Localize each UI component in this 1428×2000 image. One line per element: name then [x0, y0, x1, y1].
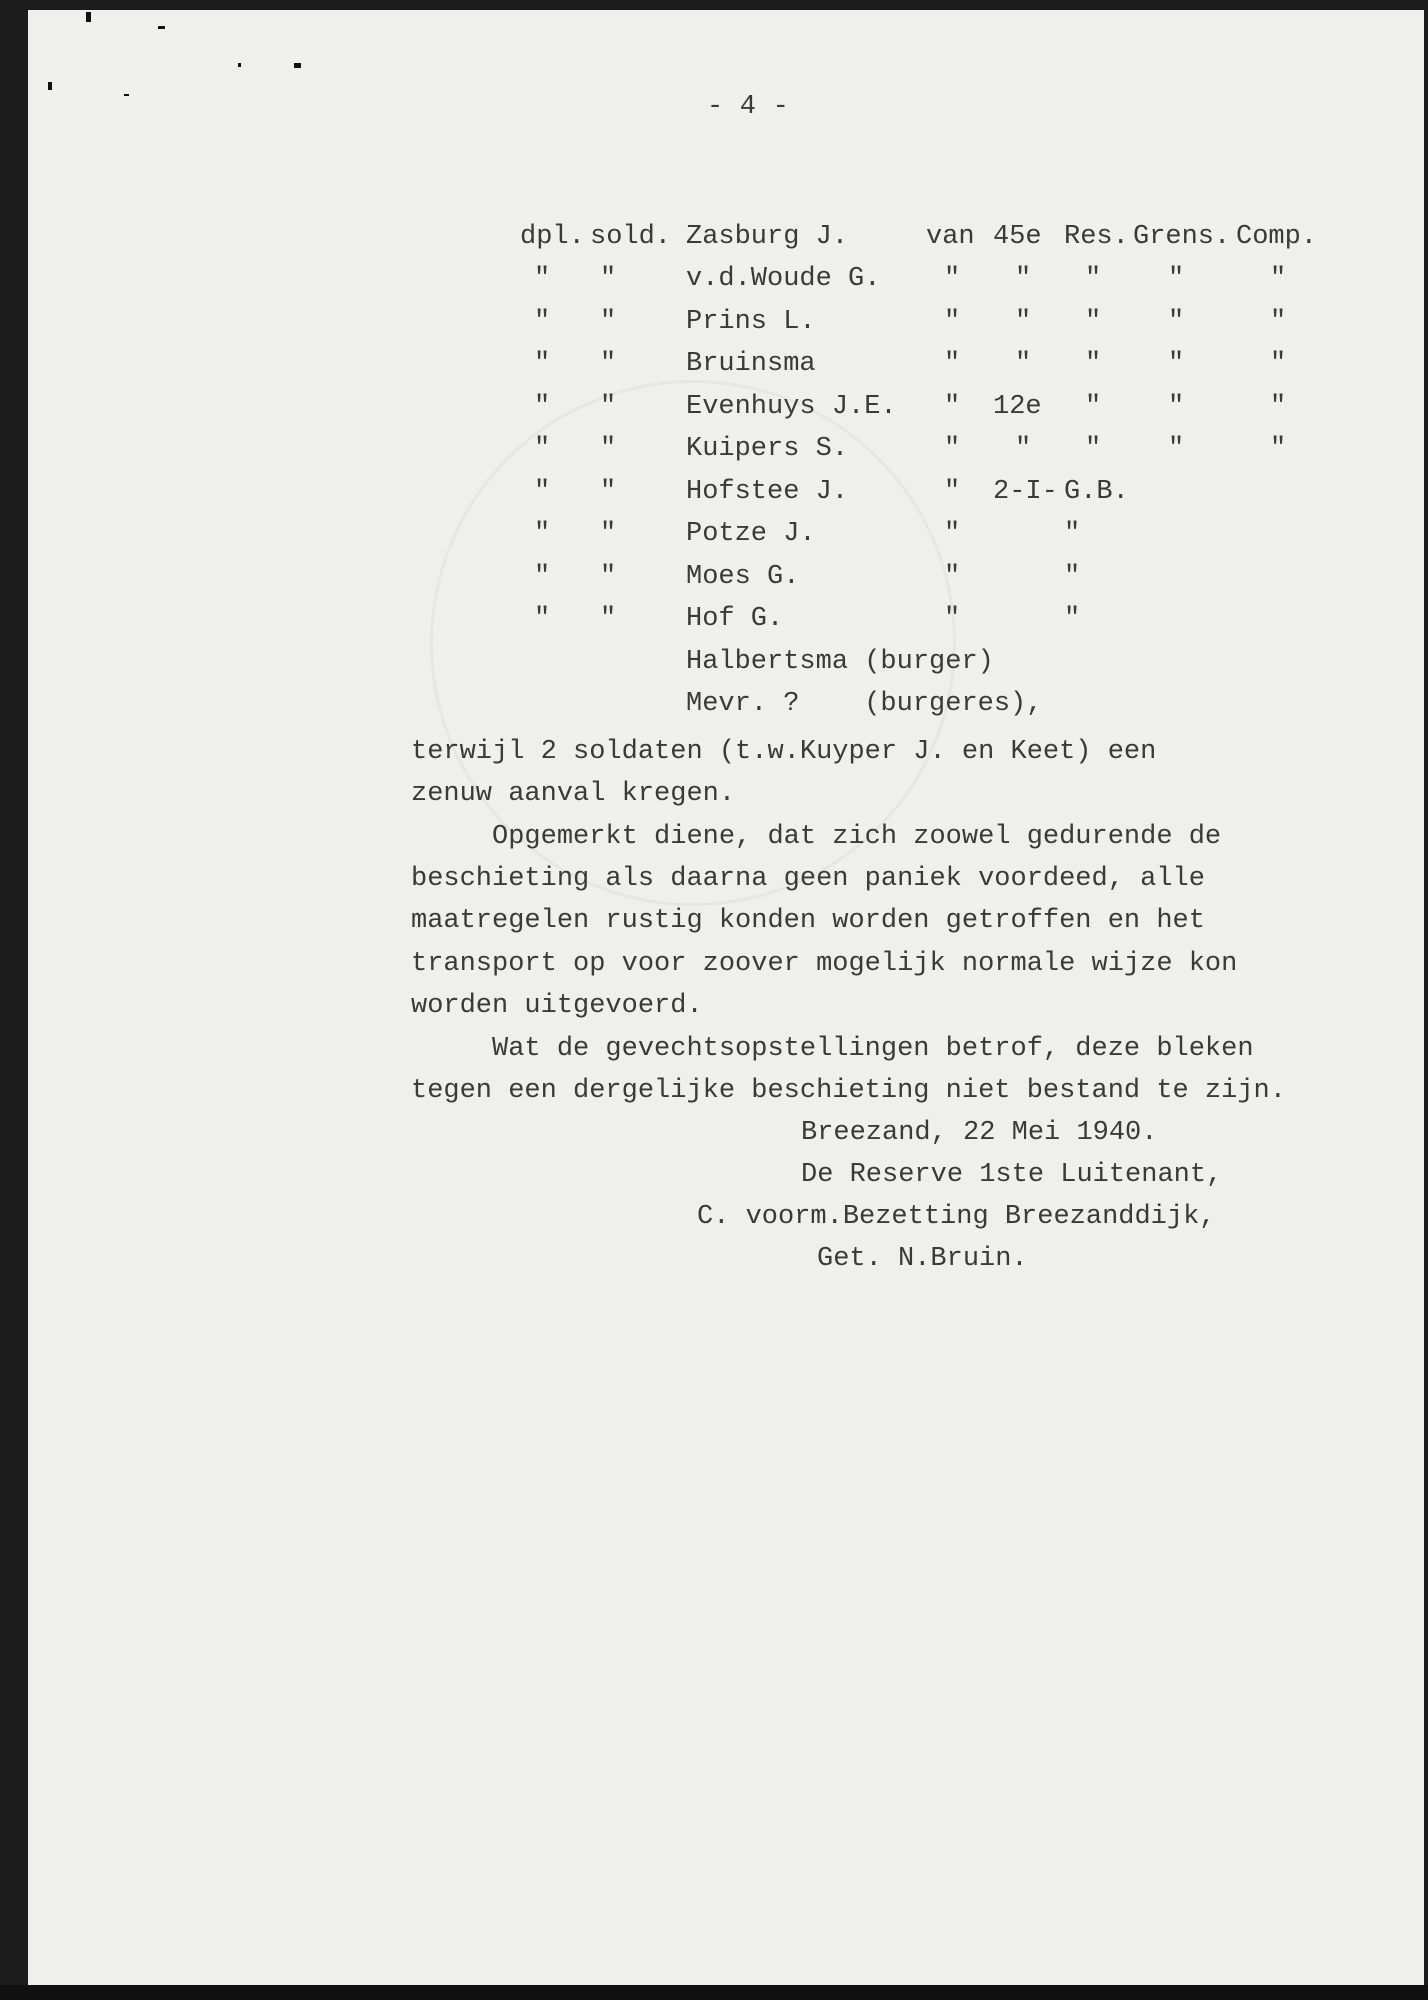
signatory-command: C. voorm.Bezetting Breezanddijk,	[697, 1202, 1216, 1232]
person-name: Prins L.	[686, 307, 816, 337]
rank-abbrev: "	[534, 307, 551, 337]
rank-abbrev: "	[534, 392, 551, 422]
scan-border	[0, 1985, 1428, 2000]
scan-speck	[86, 12, 91, 22]
body-line: tegen een dergelijke beschieting niet bestand te zijn.	[411, 1076, 1286, 1106]
scan-speck	[294, 63, 301, 68]
unit-type: "	[1064, 562, 1081, 592]
person-name: Evenhuys J.E.	[686, 392, 897, 422]
body-line: worden uitgevoerd.	[411, 991, 703, 1021]
unit-number: 45e	[993, 222, 1042, 252]
unit-number: "	[1015, 434, 1032, 464]
unit-prefix: "	[944, 392, 961, 422]
unit-prefix: van	[926, 222, 975, 252]
unit-branch: "	[1168, 264, 1185, 294]
roster-row	[0, 307, 1428, 341]
rank-abbrev: "	[534, 264, 551, 294]
rank-title: "	[600, 307, 617, 337]
unit-company: "	[1270, 434, 1287, 464]
body-line: Wat de gevechtsopstellingen betrof, deze bleken	[411, 1034, 1254, 1064]
unit-prefix: "	[944, 307, 961, 337]
unit-type: "	[1085, 307, 1102, 337]
scan-speck	[158, 26, 165, 29]
unit-prefix: "	[944, 519, 961, 549]
unit-prefix: "	[944, 434, 961, 464]
person-name: Bruinsma	[686, 349, 816, 379]
rank-abbrev: "	[534, 477, 551, 507]
roster-row	[0, 264, 1428, 298]
person-name: Potze J.	[686, 519, 816, 549]
rank-title: sold.	[590, 222, 672, 252]
rank-title: "	[600, 349, 617, 379]
unit-number: 12e	[993, 392, 1042, 422]
person-name: Zasburg J.	[686, 222, 849, 252]
body-line: maatregelen rustig konden worden getroffen en het	[411, 906, 1205, 936]
unit-company: "	[1270, 349, 1287, 379]
unit-branch: "	[1168, 307, 1185, 337]
roster-row	[0, 392, 1428, 426]
unit-prefix: "	[944, 477, 961, 507]
unit-number: "	[1015, 307, 1032, 337]
rank-title: "	[600, 392, 617, 422]
roster-row	[0, 222, 1428, 256]
unit-branch: "	[1168, 392, 1185, 422]
rank-title: "	[600, 264, 617, 294]
unit-number: 2-I-	[993, 477, 1058, 507]
person-name: Halbertsma (burger)	[686, 647, 994, 677]
unit-prefix: "	[944, 562, 961, 592]
person-name: Kuipers S.	[686, 434, 849, 464]
roster-row	[0, 562, 1428, 596]
unit-prefix: "	[944, 349, 961, 379]
roster-row	[0, 519, 1428, 553]
unit-branch: "	[1168, 349, 1185, 379]
roster-row	[0, 604, 1428, 638]
unit-type: G.B.	[1064, 477, 1129, 507]
rank-title: "	[600, 434, 617, 464]
unit-branch: "	[1168, 434, 1185, 464]
person-name: Hof G.	[686, 604, 784, 634]
rank-title: "	[600, 519, 617, 549]
rank-title: "	[600, 562, 617, 592]
unit-prefix: "	[944, 264, 961, 294]
rank-abbrev: dpl.	[520, 222, 585, 252]
signatory-name: Get. N.Bruin.	[817, 1244, 1028, 1274]
body-line: terwijl 2 soldaten (t.w.Kuyper J. en Keet) een	[411, 737, 1157, 767]
roster-row	[0, 477, 1428, 511]
rank-title: "	[600, 604, 617, 634]
rank-abbrev: "	[534, 604, 551, 634]
unit-number: "	[1015, 349, 1032, 379]
page-number: - 4 -	[707, 92, 790, 122]
rank-abbrev: "	[534, 349, 551, 379]
unit-type: "	[1085, 264, 1102, 294]
unit-company: "	[1270, 307, 1287, 337]
body-line: beschieting als daarna geen paniek voordeed, alle	[411, 864, 1205, 894]
roster-row	[0, 647, 1428, 681]
unit-company: "	[1270, 264, 1287, 294]
scan-speck	[124, 94, 129, 96]
unit-type: Res.	[1064, 222, 1129, 252]
signatory-rank: De Reserve 1ste Luitenant,	[801, 1160, 1223, 1190]
rank-abbrev: "	[534, 434, 551, 464]
unit-company: Comp.	[1236, 222, 1318, 252]
roster-row	[0, 434, 1428, 468]
unit-company: "	[1270, 392, 1287, 422]
unit-type: "	[1085, 434, 1102, 464]
scan-speck	[48, 82, 52, 90]
person-name: v.d.Woude G.	[686, 264, 881, 294]
unit-type: "	[1064, 519, 1081, 549]
roster-row	[0, 689, 1428, 723]
unit-branch: Grens.	[1133, 222, 1231, 252]
rank-abbrev: "	[534, 519, 551, 549]
rank-title: "	[600, 477, 617, 507]
unit-type: "	[1064, 604, 1081, 634]
body-line: zenuw aanval kregen.	[411, 779, 736, 809]
roster-row	[0, 349, 1428, 383]
place-date: Breezand, 22 Mei 1940.	[801, 1118, 1158, 1148]
body-line: Opgemerkt diene, dat zich zoowel gedurende de	[411, 822, 1222, 852]
scan-speck	[238, 63, 241, 67]
unit-number: "	[1015, 264, 1032, 294]
body-line: transport op voor zoover mogelijk normale wijze kon	[411, 949, 1238, 979]
unit-type: "	[1085, 392, 1102, 422]
rank-abbrev: "	[534, 562, 551, 592]
person-name: Hofstee J.	[686, 477, 849, 507]
person-name: Moes G.	[686, 562, 800, 592]
unit-prefix: "	[944, 604, 961, 634]
person-name: Mevr. ? (burgeres),	[686, 689, 1043, 719]
unit-type: "	[1085, 349, 1102, 379]
